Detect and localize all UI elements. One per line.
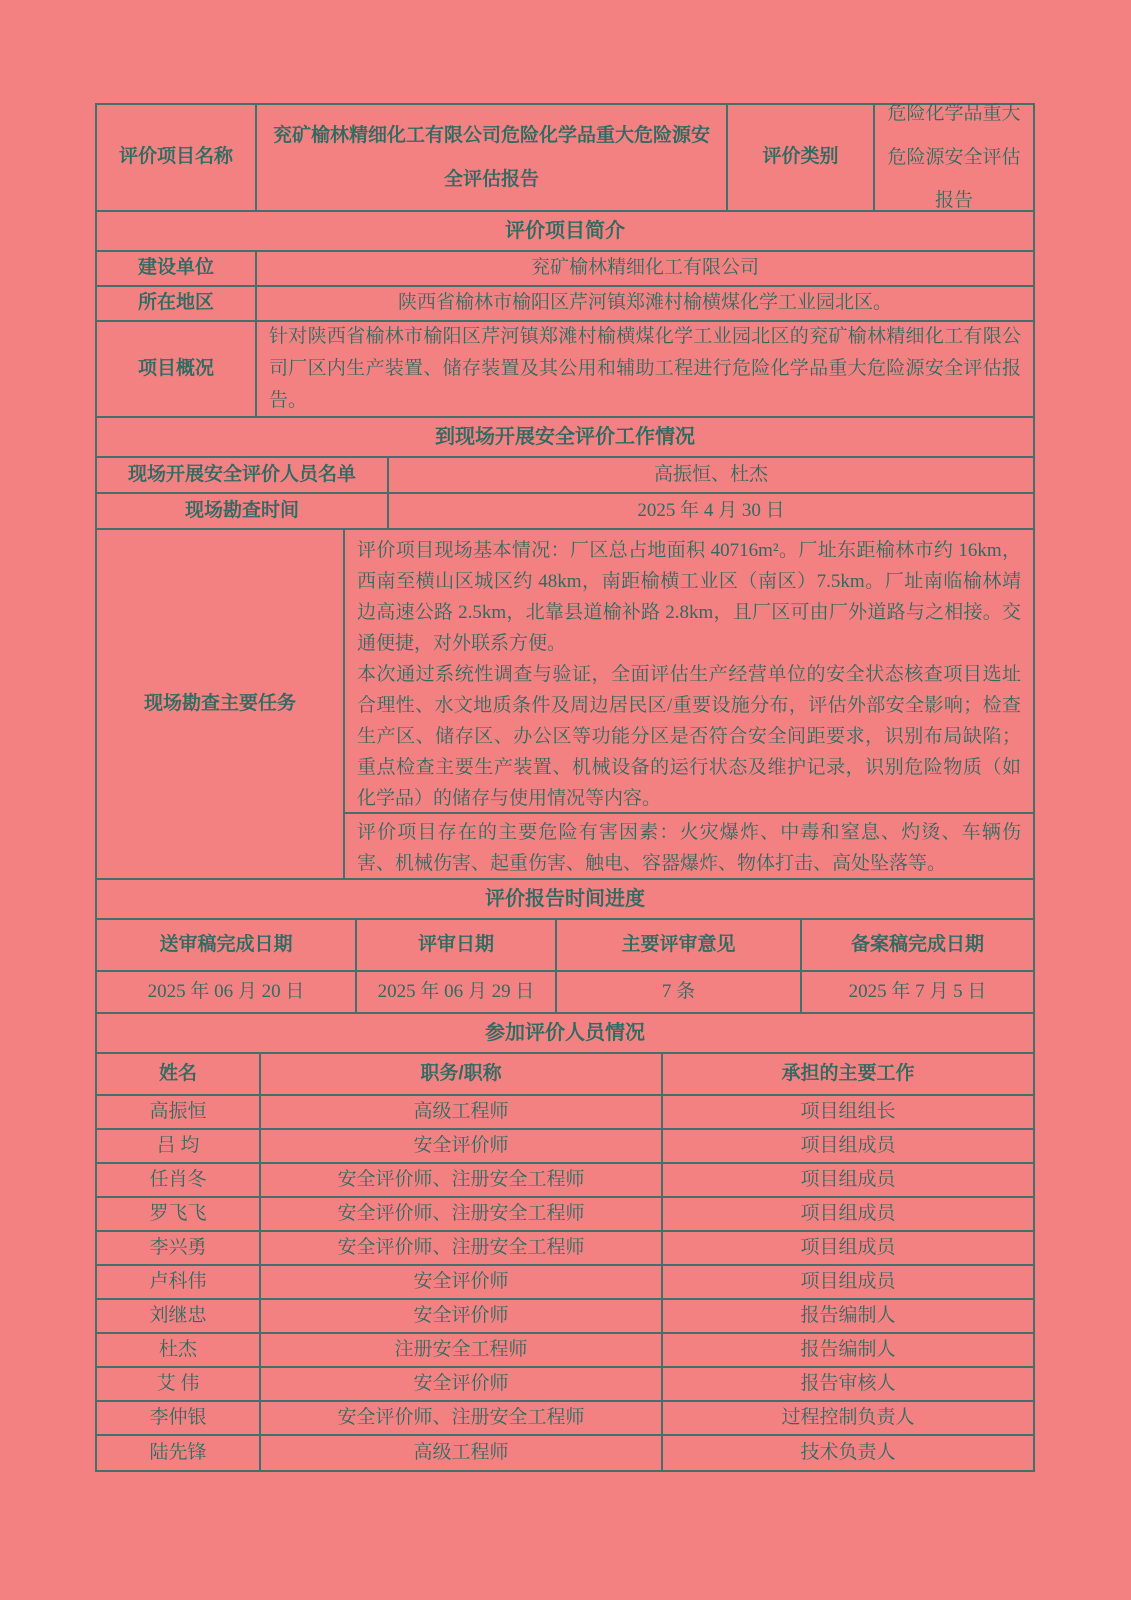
participant-role: 过程控制负责人 (781, 1406, 915, 1428)
survey-paragraph-basics: 评价项目现场基本情况：厂区总占地面积 40716m²。厂址东距榆林市约 16km，西南至横山区城区约 48km，南距榆横工业区（南区）7.5km。厂址南临榆林靖边高速公路 2.5km，北靠县道榆补路 2.8km，且厂区可由厂外道路与之相接。交通便捷，对外联系方便。 (357, 540, 1021, 654)
participant-title: 高级工程师 (261, 1096, 663, 1128)
participant-row (97, 1368, 1033, 1402)
survey-tasks-content (345, 530, 1033, 878)
participant-name: 罗飞飞 (97, 1198, 261, 1230)
table-row-construction-unit (97, 252, 1033, 287)
participant-name: 李仲银 (97, 1402, 261, 1434)
construction-unit-label: 建设单位 (97, 252, 257, 285)
participants-header-name: 姓名 (97, 1054, 261, 1094)
schedule-draft-date: 2025 年 06 月 20 日 (97, 972, 357, 1012)
participant-role: 技术负责人 (800, 1441, 896, 1463)
schedule-header-filing-date: 备案稿完成日期 (850, 933, 984, 955)
participant-name: 吕 均 (97, 1130, 261, 1162)
site-personnel-value: 高振恒、杜杰 (653, 463, 768, 485)
survey-date-value: 2025 年 4 月 30 日 (637, 499, 785, 521)
section-title-schedule: 评价报告时间进度 (485, 888, 645, 910)
participant-row (97, 1334, 1033, 1368)
participant-row (97, 1198, 1033, 1232)
schedule-filing-date: 2025 年 7 月 5 日 (848, 980, 987, 1002)
table-row-survey-date (97, 494, 1033, 530)
site-personnel-label: 现场开展安全评价人员名单 (97, 458, 389, 492)
participants-header-row (97, 1054, 1033, 1096)
participant-name: 高振恒 (97, 1096, 261, 1128)
table-row-location (97, 287, 1033, 322)
participant-row (97, 1436, 1033, 1470)
schedule-header-draft-date: 送审稿完成日期 (97, 920, 357, 970)
survey-hazard-factors: 评价项目存在的主要危险有害因素：火灾爆炸、中毒和窒息、灼烫、车辆伤害、机械伤害、起重伤害、触电、容器爆炸、物体打击、高处坠落等。 (357, 822, 1021, 874)
schedule-header-review-comments: 主要评审意见 (557, 920, 802, 970)
participant-role: 项目组成员 (800, 1236, 896, 1258)
participant-row (97, 1164, 1033, 1198)
participant-title: 安全评价师、注册安全工程师 (261, 1402, 663, 1434)
participant-title: 安全评价师、注册安全工程师 (261, 1198, 663, 1230)
participant-name: 任肖冬 (97, 1164, 261, 1196)
survey-tasks-label: 现场勘查主要任务 (97, 530, 345, 878)
participant-name: 杜杰 (97, 1334, 261, 1366)
participant-name: 艾 伟 (97, 1368, 261, 1400)
survey-date-label: 现场勘查时间 (97, 494, 389, 528)
participant-title: 安全评价师 (261, 1130, 663, 1162)
table-row-project-overview (97, 322, 1033, 418)
participant-name: 刘继忠 (97, 1300, 261, 1332)
location-label: 所在地区 (97, 287, 257, 320)
project-overview-label: 项目概况 (97, 322, 257, 416)
participants-header-title: 职务/职称 (261, 1054, 663, 1094)
project-name-value: 兖矿榆林精细化工有限公司危险化学品重大危险源安全评估报告 (257, 105, 728, 210)
survey-paragraph-scope: 本次通过系统性调查与验证，全面评估生产经营单位的安全状态核查项目选址合理性、水文地质条件及周边居民区/重要设施分布，评估外部安全影响；检查生产区、储存区、办公区等功能分区是否符合安全间距要求，识别布局缺陷；重点检查主要生产装置、机械设备的运行状态及维护记录，识别危险物质（如化学品）的储存与使用情况等内容。 (357, 664, 1021, 809)
section-title-intro: 评价项目简介 (505, 220, 625, 242)
section-header-row (97, 418, 1033, 458)
participant-role: 项目组组长 (800, 1100, 896, 1122)
participant-title: 安全评价师、注册安全工程师 (261, 1232, 663, 1264)
participant-row (97, 1130, 1033, 1164)
schedule-value-row (97, 972, 1033, 1014)
participant-row (97, 1300, 1033, 1334)
location-value: 陕西省榆林市榆阳区芹河镇郑滩村榆横煤化学工业园北区。 (397, 292, 892, 314)
participant-row (97, 1402, 1033, 1436)
schedule-header-row (97, 920, 1033, 972)
participant-role: 报告编制人 (800, 1338, 896, 1360)
table-row-survey-tasks (97, 530, 1033, 880)
participant-role: 报告编制人 (800, 1304, 896, 1326)
table-row-project-title (97, 102, 1033, 212)
participant-name: 李兴勇 (97, 1232, 261, 1264)
section-header-row (97, 212, 1033, 252)
participant-role: 项目组成员 (800, 1134, 896, 1156)
schedule-review-comments: 7 条 (557, 972, 802, 1012)
participant-role: 项目组成员 (800, 1270, 896, 1292)
participant-role: 项目组成员 (800, 1202, 896, 1224)
survey-site-description (345, 530, 1033, 814)
evaluation-category-label: 评价类别 (728, 105, 875, 210)
participant-row (97, 1096, 1033, 1130)
participant-row (97, 1266, 1033, 1300)
schedule-header-review-date: 评审日期 (357, 920, 557, 970)
section-header-row (97, 1014, 1033, 1054)
project-name-label: 评价项目名称 (97, 105, 257, 210)
table-row-site-personnel (97, 458, 1033, 494)
participant-title: 高级工程师 (261, 1436, 663, 1470)
participant-name: 卢科伟 (97, 1266, 261, 1298)
participant-row (97, 1232, 1033, 1266)
participant-title: 安全评价师 (261, 1368, 663, 1400)
participant-name: 陆先锋 (97, 1436, 261, 1470)
participant-role: 报告审核人 (800, 1372, 896, 1394)
evaluation-report-table (95, 103, 1035, 1472)
evaluation-category-value: 危险化学品重大危险源安全评估报告 (887, 102, 1021, 212)
schedule-review-date: 2025 年 06 月 29 日 (357, 972, 557, 1012)
section-title-site-work: 到现场开展安全评价工作情况 (435, 426, 695, 448)
participant-role: 项目组成员 (800, 1168, 896, 1190)
construction-unit-value: 兖矿榆林精细化工有限公司 (530, 257, 759, 279)
participant-title: 注册安全工程师 (261, 1334, 663, 1366)
section-title-participants: 参加评价人员情况 (485, 1022, 645, 1044)
participant-title: 安全评价师 (261, 1300, 663, 1332)
section-header-row (97, 880, 1033, 920)
participant-title: 安全评价师、注册安全工程师 (261, 1164, 663, 1196)
participants-header-role: 承担的主要工作 (781, 1062, 915, 1084)
participant-title: 安全评价师 (261, 1266, 663, 1298)
project-overview-value: 针对陕西省榆林市榆阳区芹河镇郑滩村榆横煤化学工业园北区的兖矿榆林精细化工有限公司厂区内生产装置、储存装置及其公用和辅助工程进行危险化学品重大危险源安全评估报告。 (269, 326, 1021, 411)
